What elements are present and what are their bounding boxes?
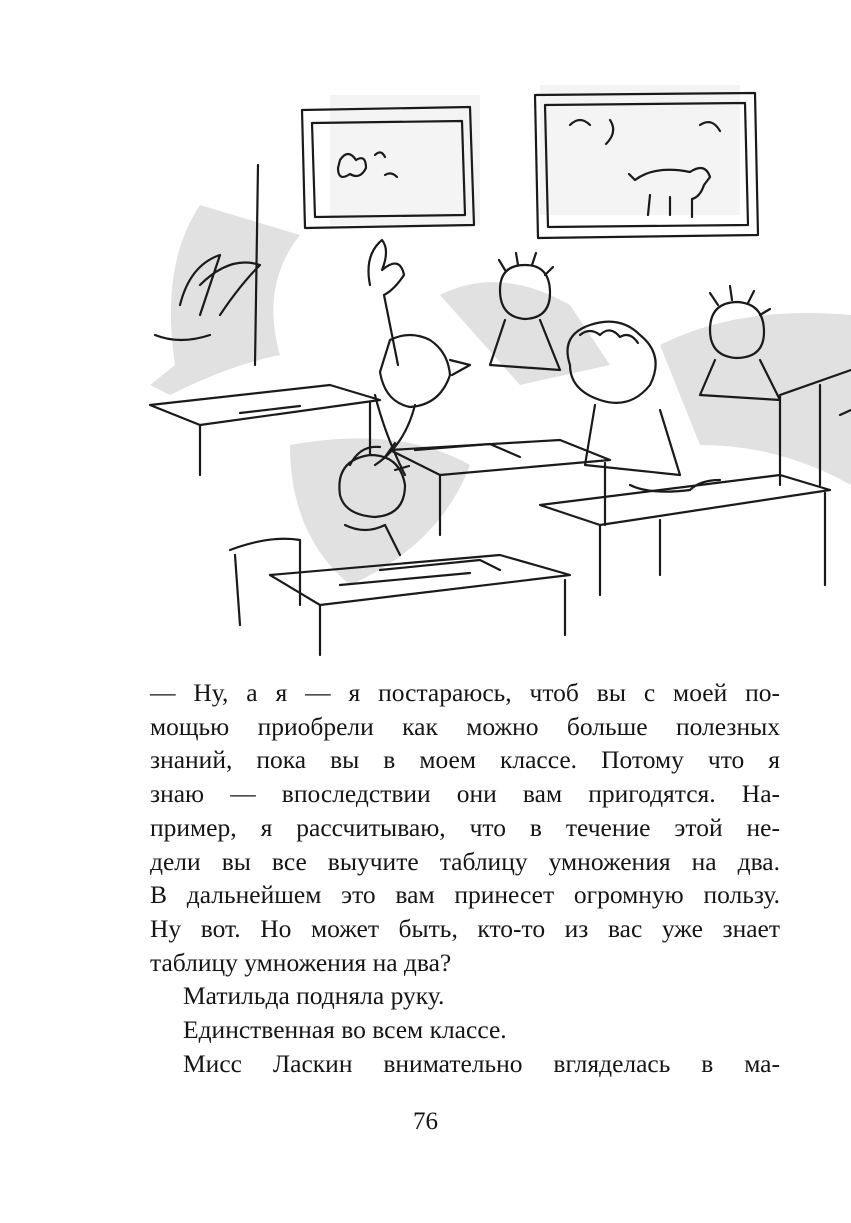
page-number: 76 (413, 1108, 438, 1135)
classroom-illustration (140, 65, 851, 665)
text-line-6: дели вы все выучите таблицу умножения на два. (150, 846, 780, 876)
text-line-2: мощью приобрели как можно больше полезных (150, 711, 780, 741)
classroom-sketch-icon (140, 65, 851, 665)
text-line-5: пример, я рассчитываю, что в течение этой не- (150, 812, 780, 842)
text-line-3: знаний, пока вы в моем классе. Потому что я (150, 745, 780, 775)
text-line-8: Ну вот. Но может быть, кто-то из вас уже знает (150, 913, 780, 943)
text-line-1: — Ну, а я — я постараюсь, чтоб вы с моей по- (150, 678, 780, 707)
text-line-10: Матильда подняла руку. (183, 981, 445, 1011)
text-line-9: таблицу умножения на два? (150, 947, 452, 977)
text-line-11: Единственная во всем классе. (183, 1015, 507, 1045)
text-line-12: Мисс Ласкин внимательно вгляделась в ма- (183, 1048, 780, 1078)
body-text (150, 676, 780, 1080)
text-line-7: В дальнейшем это вам принесет огромную пользу. (150, 880, 780, 910)
text-line-4: знаю — впоследствии они вам пригодятся. На- (150, 779, 780, 809)
